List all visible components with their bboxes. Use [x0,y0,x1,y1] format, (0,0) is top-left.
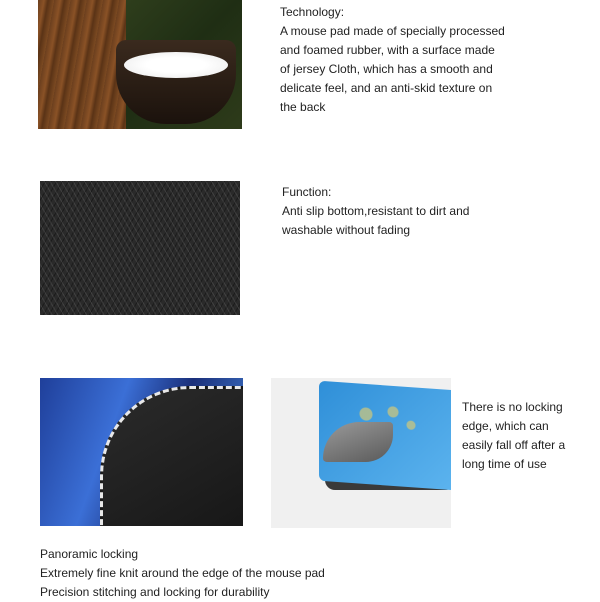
peeling-edge-photo [271,378,451,528]
no-locking-line: There is no locking [462,400,563,414]
no-locking-line: easily fall off after a [462,438,566,452]
panoramic-heading: Panoramic locking [40,547,139,561]
rubber-tree-photo [38,0,242,129]
technology-line: and foamed rubber, with a surface made [280,43,495,57]
function-line: Anti slip bottom,resistant to dirt and [282,204,470,218]
panoramic-text [40,545,325,602]
no-locking-text [462,398,565,474]
no-locking-line: long time of use [462,457,547,471]
latex-liquid [124,52,228,78]
no-locking-line: edge, which can [462,419,549,433]
technology-line: of jersey Cloth, which has a smooth and [280,62,493,76]
technology-text [280,3,505,117]
technology-line: A mouse pad made of specially processed [280,24,505,38]
function-heading: Function: [282,185,332,199]
stitched-edge-photo [40,378,243,526]
technology-line: the back [280,100,326,114]
function-line: washable without fading [282,223,411,237]
tree-trunk [38,0,126,129]
panoramic-line: Extremely fine knit around the edge of the mouse pad [40,566,325,580]
technology-line: delicate feel, and an anti-skid texture on [280,81,493,95]
panoramic-line: Precision stitching and locking for durability [40,585,270,599]
anti-slip-texture-photo [40,181,240,315]
function-text [282,183,469,240]
technology-heading: Technology: [280,5,345,19]
stitched-edge-curl [100,386,243,526]
